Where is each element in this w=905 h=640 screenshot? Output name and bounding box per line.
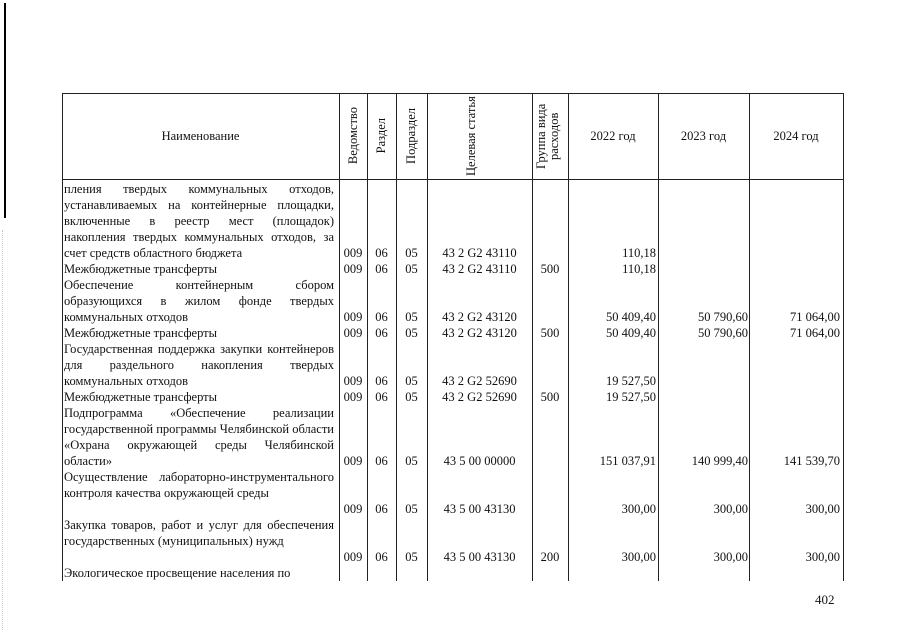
row-ved: 009 [343,374,363,388]
row-cs: 43 2 G2 52690 [442,374,517,388]
row-pod: 05 [405,262,418,276]
header-2024: 2024 год [773,129,819,143]
row-2022: 50 409,40 [606,310,656,324]
row-raz: 06 [375,550,388,564]
row-raz: 06 [375,390,388,404]
row-2022: 300,00 [621,550,656,564]
table-row [62,325,844,341]
header-2023: 2023 год [680,129,727,143]
row-name: Межбюджетные трансферты [64,390,218,404]
row-2023: 50 790,60 [698,310,748,324]
row-pod: 05 [405,246,418,260]
row-name: Осуществление лабораторно-инструментального контроля качества окружающей среды [64,470,334,500]
row-2022: 19 527,50 [606,390,656,404]
header-name: Наименование [161,129,240,143]
row-raz: 06 [375,310,388,324]
row-cs: 43 2 G2 43110 [442,246,517,260]
table-row [62,405,844,469]
row-ved: 009 [343,246,363,260]
row-ved: 009 [343,326,363,340]
table-row [62,277,844,325]
row-2024: 71 064,00 [790,326,840,340]
row-raz: 06 [375,502,388,516]
row-pod: 05 [405,502,418,516]
row-raz: 06 [375,454,388,468]
row-pod: 05 [405,326,418,340]
row-ved: 009 [343,310,363,324]
row-raz: 06 [375,246,388,260]
table-row [62,469,844,517]
header-2022: 2022 год [590,129,636,143]
row-2023: 140 999,40 [691,454,748,468]
row-name: Закупка товаров, работ и услуг для обеспечения государственных (муниципальных) нужд [64,518,334,548]
header-razdel: Раздел [374,118,388,154]
row-gr: 500 [540,326,560,340]
row-name: Подпрограмма «Обеспечение реализации государственной программы Челябинской области «Охрана окружающей среды Челябинской области» [64,406,334,468]
row-pod: 05 [405,550,418,564]
header-celevaya-statya: Целевая статья [463,96,478,176]
row-raz: 06 [375,326,388,340]
row-name: Государственная поддержка закупки контейнеров для раздельного накопления твердых коммунальных отходов [64,342,334,388]
row-2024: 300,00 [805,502,840,516]
row-2022: 110,18 [622,246,656,260]
row-name: Экологическое просвещение населения по [64,566,291,580]
table-row [62,389,844,405]
header-podrazdel: Подраздел [404,108,418,164]
page-number: 402 [815,592,835,607]
row-2022: 300,00 [621,502,656,516]
row-ved: 009 [343,502,363,516]
row-2023: 300,00 [713,502,748,516]
row-2024: 71 064,00 [790,310,840,324]
table-row [62,181,844,261]
row-name: пления твердых коммунальных отходов, устанавливаемых на контейнерные площадки, включенные в реестр мест (площадок) накопления твердых коммунальных отходов, за счет средств областного бюджета [64,182,334,260]
row-raz: 06 [375,262,388,276]
row-gr: 500 [540,390,560,404]
table-row [62,517,844,565]
row-2024: 141 539,70 [783,454,840,468]
row-ved: 009 [343,390,363,404]
row-cs: 43 2 G2 52690 [442,390,517,404]
row-pod: 05 [405,374,418,388]
left-margin-dots [2,230,3,630]
table-row [62,565,844,581]
header-gruppa-vida: Группа вида расходов [534,103,561,169]
row-cs: 43 5 00 00000 [443,454,516,468]
row-cs: 43 2 G2 43120 [442,326,517,340]
table-row [62,261,844,277]
row-2023: 50 790,60 [698,326,748,340]
row-ved: 009 [343,262,363,276]
row-name: Межбюджетные трансферты [64,326,218,340]
row-name: Межбюджетные трансферты [64,262,218,276]
table-row [62,341,844,389]
row-pod: 05 [405,310,418,324]
row-2023: 300,00 [713,550,748,564]
row-2022: 151 037,91 [599,454,656,468]
row-ved: 009 [343,454,363,468]
row-2024: 300,00 [805,550,840,564]
budget-table [62,93,844,581]
header-vedomstvo: Ведомство [345,107,360,165]
row-cs: 43 5 00 43130 [443,502,516,516]
row-cs: 43 2 G2 43120 [442,310,517,324]
row-ved: 009 [343,550,363,564]
row-pod: 05 [405,454,418,468]
row-gr: 200 [540,550,560,564]
row-raz: 06 [375,374,388,388]
row-pod: 05 [405,390,418,404]
left-margin-rule [4,3,6,218]
row-cs: 43 5 00 43130 [443,550,516,564]
row-2022: 19 527,50 [606,374,656,388]
row-2022: 50 409,40 [606,326,656,340]
row-cs: 43 2 G2 43110 [442,262,517,276]
row-name: Обеспечение контейнерным сбором образующихся в жилом фонде твердых коммунальных отходов [64,278,334,324]
row-gr: 500 [540,262,560,276]
row-2022: 110,18 [622,262,656,276]
